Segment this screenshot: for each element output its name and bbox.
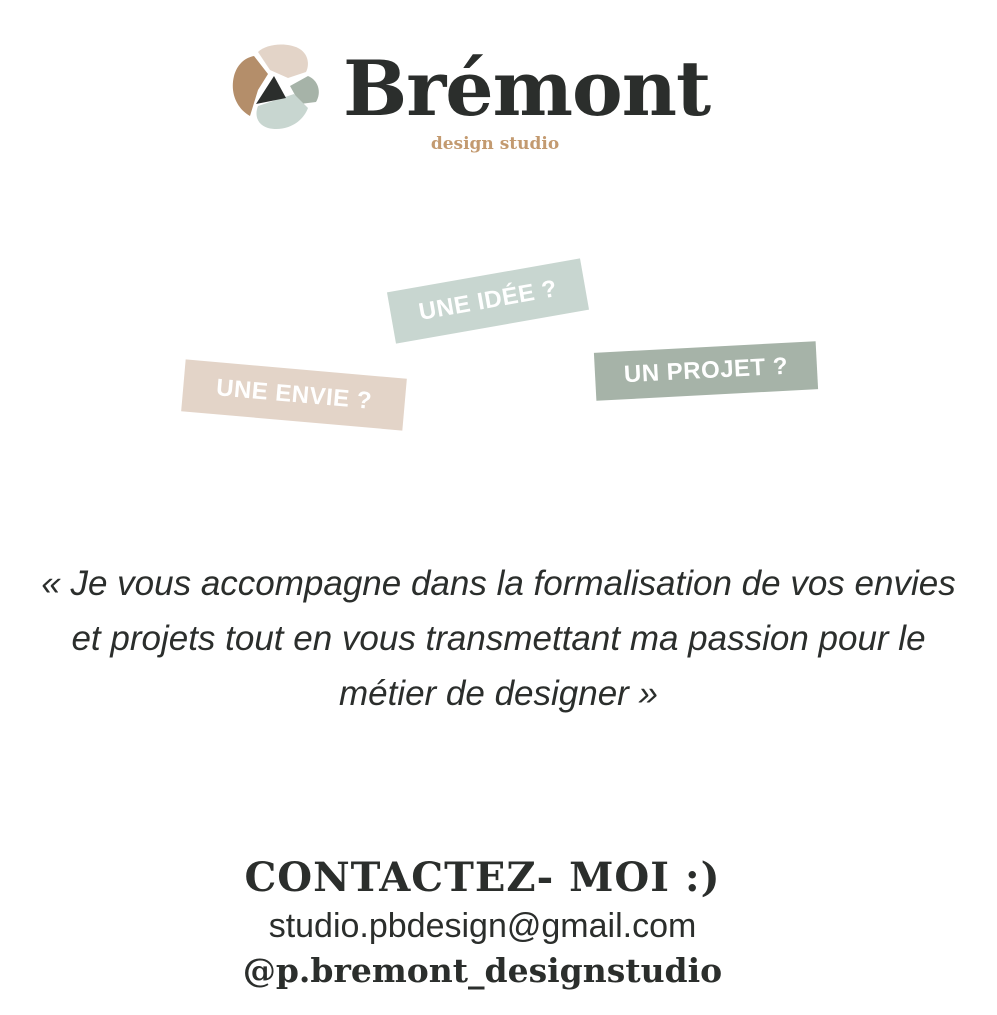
contact-title: CONTACTEZ- MOI :) <box>244 854 721 901</box>
tag-projet <box>594 341 818 401</box>
brand-name: Brémont <box>343 44 711 133</box>
tag-projet-label: UN PROJET ? <box>623 352 789 389</box>
tag-envie-label: UNE ENVIE ? <box>215 374 374 415</box>
logo-mark <box>228 40 322 134</box>
tag-idee-label: UNE IDÉE ? <box>416 275 560 326</box>
contact-email[interactable]: studio.pbdesign@gmail.com <box>268 907 697 945</box>
quote-text: « Je vous accompagne dans la formalisation de vos envies et projets tout en vous transmettant ma passion pour le métier de designer » <box>41 564 956 713</box>
tag-envie <box>181 359 407 430</box>
tag-idee <box>387 258 589 343</box>
brand-subtitle: design studio <box>430 134 560 154</box>
contact-handle[interactable]: @p.bremont_designstudio <box>242 951 723 990</box>
